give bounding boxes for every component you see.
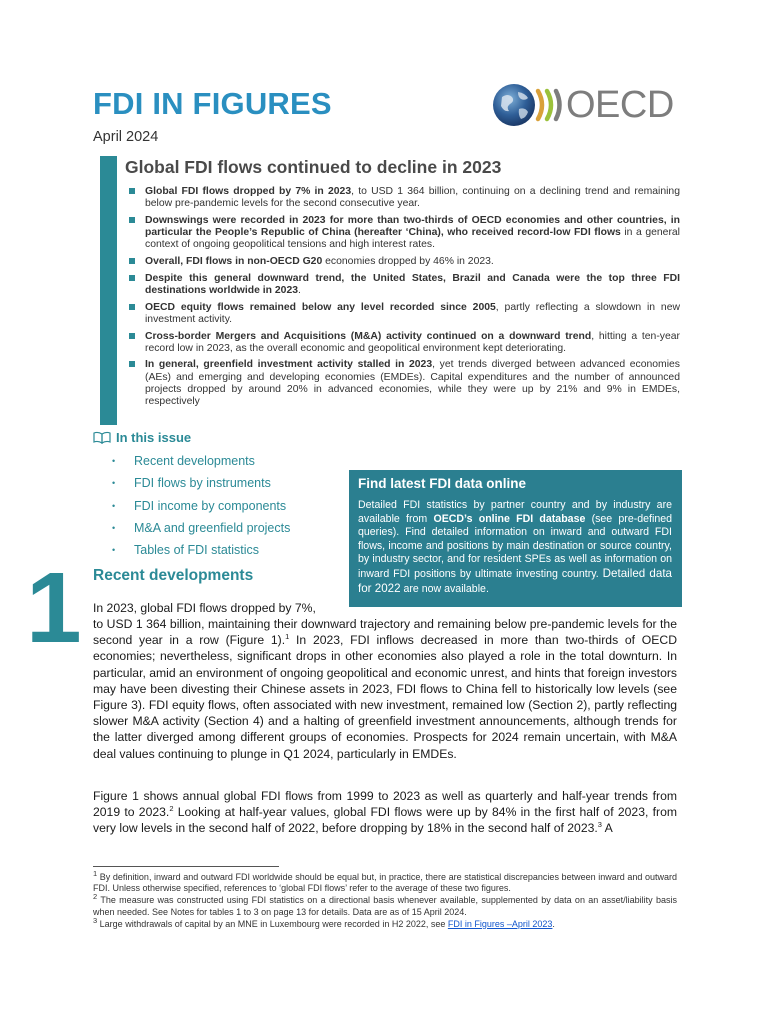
document-title: FDI IN FIGURES: [93, 86, 332, 121]
square-bullet-icon: [129, 333, 135, 339]
square-bullet-icon: [129, 361, 135, 367]
publication-date: April 2024: [93, 129, 159, 145]
square-bullet-icon: [129, 304, 135, 310]
square-bullet-icon: [129, 275, 135, 281]
key-points-title: Global FDI flows continued to decline in 2023: [125, 157, 502, 177]
key-points-accent-bar: [100, 156, 117, 425]
fdi-data-online-box: [349, 470, 682, 607]
key-point-item: Global FDI flows dropped by 7% in 2023, to USD 1 364 billion, continuing on a declining trend and remaining below pre-pandemic levels for the second consecutive year.: [128, 186, 680, 210]
key-points-list: [128, 186, 680, 413]
key-point-item: OECD equity flows remained below any level recorded since 2005, partly reflecting a slowdown in new investment activity.: [128, 302, 680, 326]
square-bullet-icon: [129, 217, 135, 223]
footnote-2: $^2$ The measure was constructed using FDI statistics on a directional basis whenever available, supplemented by data on an asset/liability basis when needed. See Notes for tables 1 to 3 on page 13 for details. Data are as of 15 April 2024.: [93, 892, 677, 917]
bullet-dot-icon: •: [112, 456, 116, 466]
footnote-ref[interactable]: 1: [285, 632, 290, 642]
toc-item-fdi-income[interactable]: • FDI income by components: [112, 496, 290, 518]
footnote-1: $^1$ By definition, inward and outward FDI worldwide should be equal but, in practice, there are statistical discrepancies between inward and outward FDI. Unless otherwise specified, references to ‘global FDI flows’ refer to the average of these two figures.: [93, 869, 677, 894]
body-paragraph-2: Figure 1 shows annual global FDI flows from 1999 to 2023 as well as quarterly and half-year trends from 2019 to 2023.$^2$ Looking at half-year values, global FDI flows were up by 84% in the first half of 2023, from very low levels in the second half of 2022, before dropping by 18% in the second half of 2023.$^3$ A: [93, 789, 677, 836]
toc-item-ma-greenfield[interactable]: • M&A and greenfield projects: [112, 518, 290, 540]
table-of-contents: [112, 451, 290, 562]
bullet-dot-icon: •: [112, 500, 116, 511]
key-point-item: Overall, FDI flows in non-OECD G20 economies dropped by 46% in 2023.: [128, 256, 680, 268]
key-point-item: In general, greenfield investment activity stalled in 2023, yet trends diverged between advanced economies (AEs) and emerging and developing economies (EMDEs). Capital expenditures and the number of announced projects dropped by around 20% in advanced economies, while they were up by 21% and 9% in EMDEs, respectively: [128, 359, 680, 408]
fdi-figures-april-2023-link[interactable]: FDI in Figures –April 2023: [447, 918, 553, 929]
square-bullet-icon: [129, 258, 135, 264]
bullet-dot-icon: •: [112, 545, 116, 556]
section-number: 1: [26, 552, 82, 664]
fdi-database-link[interactable]: OECD’s online FDI database: [433, 512, 586, 525]
key-point-item: Despite this general downward trend, the United States, Brazil and Canada were the top three FDI destinations worldwide in 2023.: [128, 273, 680, 297]
square-bullet-icon: [129, 188, 135, 194]
in-this-issue-heading: In this issue: [93, 430, 191, 445]
toc-item-fdi-flows[interactable]: • FDI flows by instruments: [112, 473, 290, 495]
body-first-line: In 2023, global FDI flows dropped by 7%,: [93, 601, 316, 615]
infobox-text: Detailed FDI statistics by partner country and by industry are available from OECD’s online FDI database (see pre-defined queries). Find detailed information on inward and outward FDI flows, income and positions by main destination or source country, by industry sector, and for resident SPEs as well as information on inward FDI positions by ultimate investing country. Detailed data for 2022 are now available.: [358, 499, 673, 595]
globe-icon: [492, 83, 564, 127]
oecd-logo: [492, 82, 678, 128]
key-point-item: Cross-border Mergers and Acquisitions (M&A) activity continued on a downward trend, hitting a ten-year record low in 2023, as the overall economic and geopolitical environment kept deteriorating.: [128, 331, 680, 355]
key-point-item: Downswings were recorded in 2023 for more than two-thirds of OECD economies and other countries, in particular the People’s Republic of China (hereafter ‘China), who received record-low FDI flows in a general context of ongoing geopolitical tensions and high interest rates.: [128, 215, 680, 252]
infobox-title: Find latest FDI data online: [358, 476, 527, 491]
footnote-ref[interactable]: 2: [169, 804, 174, 814]
footnote-divider: [93, 866, 279, 867]
bullet-dot-icon: •: [112, 478, 116, 489]
bullet-dot-icon: •: [112, 522, 116, 533]
oecd-logo-text: OECD: [566, 84, 674, 126]
book-icon: [93, 431, 111, 444]
footnote-ref[interactable]: 3: [597, 820, 602, 830]
footnote-3: $^3$ Large withdrawals of capital by an MNE in Luxembourg were recorded in H2 2022, see FDI in Figures –April 2023.: [93, 915, 555, 929]
toc-item-tables[interactable]: • Tables of FDI statistics: [112, 540, 290, 562]
footnotes: [93, 869, 677, 931]
toc-item-recent-developments[interactable]: • Recent developments: [112, 451, 290, 473]
section-title: Recent developments: [93, 567, 254, 584]
body-paragraph-1: to USD 1 364 billion, maintaining their downward trajectory and remaining below pre-pandemic levels for the second year in a row (Figure 1).$^1$ In 2023, FDI inflows decreased in more than two-thirds of OECD economies; nevertheless, significant drops in other economies also played a role in the total downturn. In particular, amid an environment of ongoing geopolitical and economic unrest, and hints that foreign investors may have been divesting their Chinese assets in 2023, FDI flows to China fell to historically low levels (see Figure 3). FDI equity flows, often associated with new investment, remained low (Section 2), partly reflecting slower M&A activity (Section 4) and a halting of greenfield investment announcements, although trends for the latter diverged among different groups of economies. Prospects for 2024 remain uncertain, with M&A deal values continuing to plunge in Q1 2024, particularly in EMDEs.: [93, 617, 677, 761]
